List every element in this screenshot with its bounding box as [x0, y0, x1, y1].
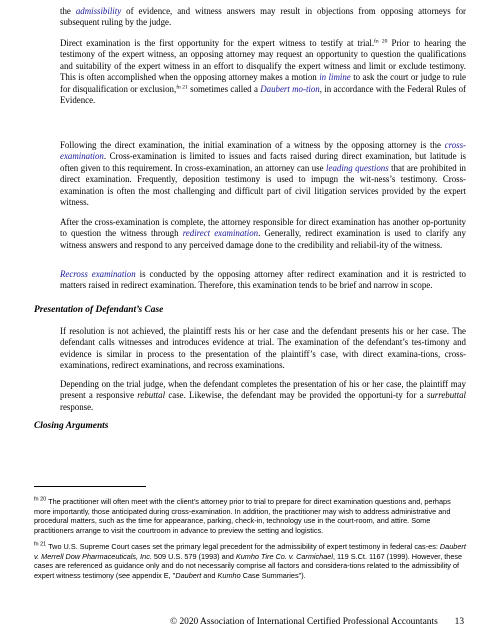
paragraph-admissibility — [60, 6, 466, 29]
text: After the cross-examination is complete, the attorney responsible for direct examination has another op-portunity to question the witness through — [60, 217, 466, 239]
text: If resolution is not achieved, the plaintiff rests his or her case and the defendant presents his or her case. The defendant calls witnesses and introduces evidence at trial. The examination of the defendant’s tes-timony and evidence is similar in process to the presentation of the plaintiff’s case, with direct examina-tions, cross-examinations, redirect examinations, and recross examinations. — [60, 326, 466, 371]
footnote-text: Two U.S. Supreme Court cases set the primary legal precedent for the admissibility of expert testimony in federal cas-es: — [46, 542, 440, 551]
glossary-term-cross-examination[interactable]: cross-examination — [60, 140, 466, 162]
text: , in accordance with the Federal Rules of Evidence. — [60, 83, 466, 106]
text: is conducted by the opposing attorney after redirect examination and it is restricted to matters raised in redirect examination. Therefore, this examination tends to be brief and narrow in scope. — [60, 269, 466, 291]
case-name: Daubert — [175, 570, 202, 580]
case-name: Daubert v. Merrell Dow Pharmaceuticals, Inc. — [34, 542, 466, 561]
paragraph-redirect-examination — [60, 217, 466, 251]
glossary-term-in-limine[interactable]: in limine — [319, 72, 351, 83]
case-name: Kumho — [217, 570, 241, 580]
glossary-term-admissibility[interactable]: admissibility — [75, 6, 122, 16]
term-rebuttal: rebuttal — [137, 390, 166, 401]
text: Following the direct examination, the initial examination of a witness by the opposing attorney is the — [60, 140, 445, 150]
page-footer-copyright: © 2020 Association of International Certified Professional Accountants — [170, 617, 438, 627]
paragraph-defendants-case — [60, 326, 466, 372]
page-number: 13 — [454, 617, 464, 627]
footnote-ref-21[interactable]: fn 21 — [176, 84, 188, 91]
text: Direct examination is the first opportunity for the expert witness to testify at trial. — [60, 38, 375, 48]
paragraph-cross-examination — [60, 140, 466, 208]
text: response. — [60, 401, 94, 412]
text: the — [60, 6, 76, 16]
footnote-separator — [34, 486, 146, 487]
glossary-term-daubert-motion[interactable]: Daubert mo-tion — [260, 83, 320, 94]
footnote-ref-20[interactable]: fn 20 — [374, 38, 388, 45]
footnote-20 — [34, 497, 468, 535]
footnote-text: 509 U.S. 579 (1993) and — [151, 551, 236, 561]
footnote-marker: fn 20 — [34, 496, 47, 503]
glossary-term-leading-questions[interactable]: leading questions — [326, 162, 389, 173]
section-heading-defendants-case: Presentation of Defendant’s Case — [34, 305, 164, 315]
paragraph-rebuttal — [60, 379, 466, 413]
text: that are prohibited in direct examination. Frequently, deposition testimony is used to impugn the wit-ness’s testimony. Cross-examination is often the most challenging and difficult part of civil litigation services provided by the expert witness. — [60, 162, 466, 208]
footnote-text: Case Summaries"). — [240, 570, 306, 580]
text: . Cross-examination is limited to issues and facts raised during direct examination, but latitude is often given to this requirement. In cross-examination, an attorney can use — [60, 151, 466, 173]
footnote-text: The practitioner will often meet with the client’s attorney prior to trial to prepare for direct examination questions and, perhaps more importantly, those anticipated during cross-examination. In addition, the practitioner may wish to address administrative and procedural matters, such as the time for appearance, parking, check-in, technology use in the court-room, and attire. Some practitioners arrange to visit the courtroom in advance to preview the setting and logistics. — [34, 497, 451, 535]
text: case. Likewise, the defendant may be provided the opportuni-ty for a — [165, 390, 427, 401]
text: Prior to hearing the testimony of the expert witness, an opposing attorney may request an opportunity to question the qualifications and suitability of the expert witness in an effort to disqualify the expert witness and limit or exclude testimony. This is often accomplished when the opposing attorney makes a motion — [60, 38, 466, 83]
glossary-term-recross-examination[interactable]: Recross examination — [60, 269, 136, 279]
paragraph-recross-examination — [60, 269, 466, 292]
footnote-text: , 119 S.Ct. 1167 (1999). However, these cases are referenced as guidance only and do not necessarily comprise all factors and considera-tions related to the admissibility of expert witness testimony (see appendix E, " — [34, 551, 463, 580]
footnote-marker: fn 21 — [34, 541, 47, 548]
paragraph-direct-examination — [60, 38, 466, 106]
footnote-21 — [34, 542, 468, 580]
glossary-term-redirect-examination[interactable]: redirect examination — [182, 228, 259, 239]
text: Depending on the trial judge, when the defendant completes the presentation of his or her case, the plaintiff may present a responsive — [60, 379, 466, 401]
case-name: Kumho Tire Co. v. Carmichael — [235, 551, 333, 561]
text: . Generally, redirect examination is used to clarify any witness answers and respond to any perceived damage done to the credibility and reliabil-ity of the witness. — [60, 228, 466, 250]
section-heading-closing-arguments: Closing Arguments — [34, 421, 109, 431]
footnote-text: and — [201, 570, 218, 580]
text: of evidence, and witness answers may result in objections from opposing attorneys for subsequent ruling by the judge. — [60, 6, 466, 28]
text: sometimes called a — [187, 83, 261, 94]
term-surrebuttal: surrebuttal — [426, 390, 466, 401]
text: to ask the court or judge to rule for disqualification or exclusion, — [60, 72, 466, 94]
